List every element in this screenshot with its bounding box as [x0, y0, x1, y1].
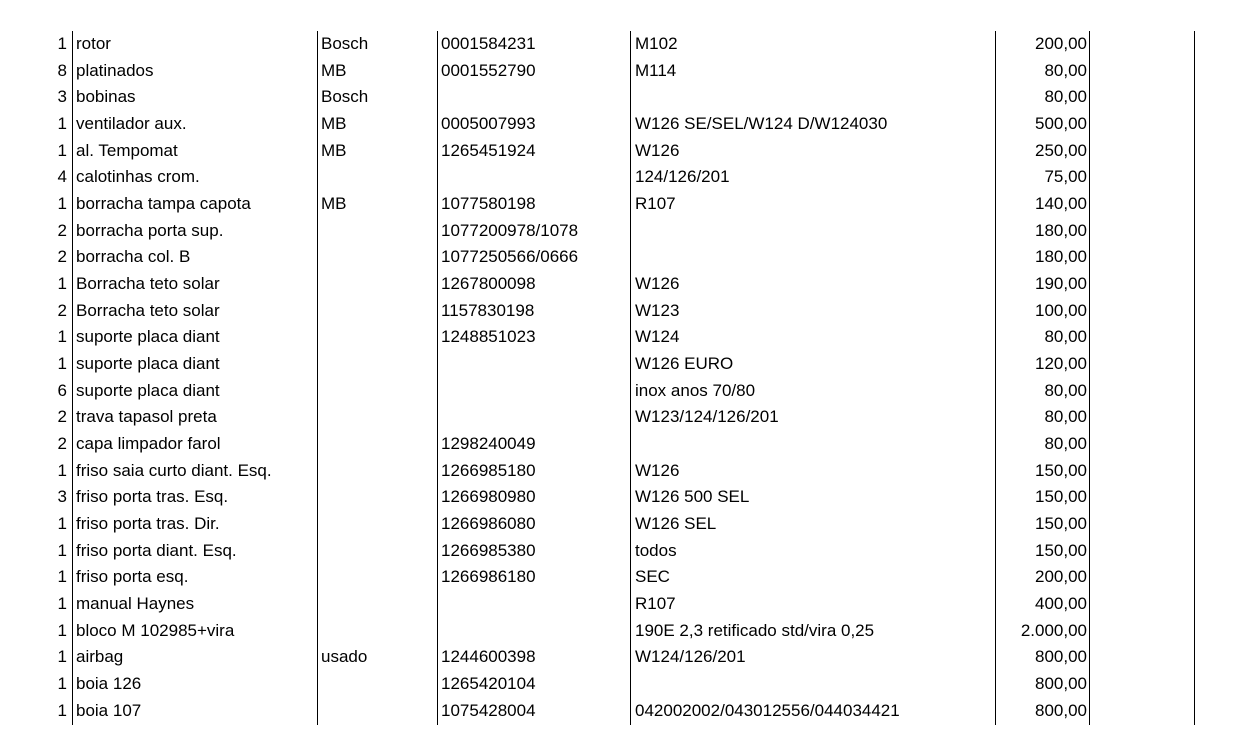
price-cell: 2.000,00 — [1020, 620, 1087, 640]
model-cell: W124/126/201 — [635, 647, 746, 667]
quantity-cell: 3 — [57, 87, 67, 107]
quantity-cell: 1 — [57, 540, 67, 560]
model-cell: W124 — [635, 327, 680, 347]
price-cell: 500,00 — [1035, 114, 1087, 134]
brand-cell: MB — [321, 194, 347, 214]
model-cell: W126 EURO — [635, 354, 734, 374]
quantity-cell: 4 — [57, 167, 67, 187]
quantity-cell: 8 — [57, 60, 67, 80]
price-cell: 75,00 — [1044, 167, 1087, 187]
part-number-cell: 0001552790 — [441, 60, 536, 80]
part-number-cell: 1248851023 — [441, 327, 536, 347]
description-cell: bloco M 102985+vira — [76, 620, 235, 640]
part-number-cell: 1266985380 — [441, 540, 536, 560]
table-row — [0, 191, 1240, 218]
table-row — [0, 271, 1240, 298]
description-cell: boia 126 — [76, 674, 142, 694]
price-cell: 100,00 — [1035, 300, 1087, 320]
description-cell: friso porta esq. — [76, 567, 189, 587]
price-cell: 80,00 — [1044, 327, 1087, 347]
model-cell: M102 — [635, 34, 678, 53]
description-cell: suporte placa diant — [76, 380, 220, 400]
price-cell: 800,00 — [1035, 674, 1087, 694]
model-cell: W126 500 SEL — [635, 487, 750, 507]
quantity-cell: 1 — [57, 140, 67, 160]
description-cell: trava tapasol preta — [76, 407, 217, 427]
quantity-cell: 1 — [57, 620, 67, 640]
model-cell: W126 — [635, 140, 680, 160]
table-row — [0, 538, 1240, 565]
table-row — [0, 404, 1240, 431]
model-cell: W123 — [635, 300, 680, 320]
quantity-cell: 1 — [57, 274, 67, 294]
quantity-cell: 2 — [57, 300, 67, 320]
price-cell: 80,00 — [1044, 407, 1087, 427]
model-cell: W126 SEL — [635, 514, 717, 534]
table-row — [0, 564, 1240, 591]
description-cell: al. Tempomat — [76, 140, 178, 160]
description-cell: Borracha teto solar — [76, 274, 220, 294]
price-cell: 150,00 — [1035, 514, 1087, 534]
quantity-cell: 2 — [57, 220, 67, 240]
price-cell: 150,00 — [1035, 487, 1087, 507]
description-cell: suporte placa diant — [76, 354, 220, 374]
part-number-cell: 1267800098 — [441, 274, 536, 294]
model-cell: 190E 2,3 retificado std/vira 0,25 — [635, 620, 875, 640]
table-row — [0, 378, 1240, 405]
table-row — [0, 644, 1240, 671]
price-cell: 80,00 — [1044, 87, 1087, 107]
part-number-cell: 1075428004 — [441, 700, 536, 720]
quantity-cell: 1 — [57, 327, 67, 347]
parts-table — [0, 31, 1240, 724]
description-cell: borracha col. B — [76, 247, 191, 267]
part-number-cell: 1266980980 — [441, 487, 536, 507]
description-cell: platinados — [76, 60, 154, 80]
part-number-cell: 1298240049 — [441, 434, 536, 454]
quantity-cell: 1 — [57, 194, 67, 214]
brand-cell: MB — [321, 60, 347, 80]
part-number-cell: 1266986180 — [441, 567, 536, 587]
quantity-cell: 1 — [57, 460, 67, 480]
description-cell: friso porta tras. Esq. — [76, 487, 229, 507]
description-cell: calotinhas crom. — [76, 167, 200, 187]
price-cell: 80,00 — [1044, 434, 1087, 454]
quantity-cell: 1 — [57, 354, 67, 374]
model-cell: 124/126/201 — [635, 167, 730, 187]
quantity-cell: 1 — [57, 674, 67, 694]
part-number-cell: 1266986080 — [441, 514, 536, 534]
table-row — [0, 431, 1240, 458]
brand-cell: MB — [321, 114, 347, 134]
description-cell: friso saia curto diant. Esq. — [76, 460, 272, 480]
description-cell: borracha tampa capota — [76, 194, 251, 214]
table-row — [0, 164, 1240, 191]
model-cell: M114 — [635, 60, 677, 80]
description-cell: ventilador aux. — [76, 114, 187, 134]
part-number-cell: 1265451924 — [441, 140, 536, 160]
part-number-cell: 1077200978/1078 — [441, 220, 579, 240]
part-number-cell: 1077580198 — [441, 194, 536, 214]
quantity-cell: 1 — [57, 114, 67, 134]
table-row — [0, 484, 1240, 511]
part-number-cell: 1157830198 — [441, 300, 535, 320]
table-row — [0, 244, 1240, 271]
price-cell: 150,00 — [1035, 540, 1087, 560]
price-cell: 200,00 — [1035, 567, 1087, 587]
quantity-cell: 1 — [57, 514, 67, 534]
part-number-cell: 1077250566/0666 — [441, 247, 579, 267]
price-cell: 250,00 — [1035, 140, 1087, 160]
model-cell: SEC — [635, 567, 670, 587]
table-row — [0, 698, 1240, 725]
quantity-cell: 2 — [57, 407, 67, 427]
table-row — [0, 298, 1240, 325]
part-number-cell: 1266985180 — [441, 460, 536, 480]
description-cell: suporte placa diant — [76, 327, 220, 347]
table-row — [0, 511, 1240, 538]
description-cell: boia 107 — [76, 700, 142, 720]
description-cell: manual Haynes — [76, 594, 195, 614]
quantity-cell: 6 — [57, 380, 67, 400]
price-cell: 180,00 — [1035, 220, 1087, 240]
price-cell: 140,00 — [1035, 194, 1087, 214]
quantity-cell: 2 — [57, 434, 67, 454]
price-cell: 80,00 — [1044, 380, 1087, 400]
description-cell: capa limpador farol — [76, 434, 221, 454]
description-cell: friso porta diant. Esq. — [76, 540, 237, 560]
model-cell: R107 — [635, 594, 676, 614]
description-cell: airbag — [76, 647, 124, 667]
model-cell: R107 — [635, 194, 676, 214]
table-row — [0, 58, 1240, 85]
part-number-cell: 0001584231 — [441, 34, 536, 53]
brand-cell: usado — [321, 647, 368, 667]
description-cell: borracha porta sup. — [76, 220, 224, 240]
price-cell: 150,00 — [1035, 460, 1087, 480]
table-row — [0, 458, 1240, 485]
price-cell: 190,00 — [1035, 274, 1087, 294]
part-number-cell: 1265420104 — [441, 674, 536, 694]
model-cell: W126 — [635, 460, 680, 480]
price-cell: 120,00 — [1035, 354, 1087, 374]
part-number-cell: 0005007993 — [441, 114, 536, 134]
brand-cell: MB — [321, 140, 347, 160]
model-cell: W123/124/126/201 — [635, 407, 779, 427]
quantity-cell: 3 — [57, 487, 67, 507]
quantity-cell: 1 — [57, 567, 67, 587]
price-cell: 400,00 — [1035, 594, 1087, 614]
model-cell: W126 — [635, 274, 680, 294]
price-cell: 80,00 — [1044, 60, 1087, 80]
model-cell: W126 SE/SEL/W124 D/W124030 — [635, 114, 888, 134]
table-row — [0, 618, 1240, 645]
price-cell: 800,00 — [1035, 700, 1087, 720]
table-row — [0, 591, 1240, 618]
description-cell: friso porta tras. Dir. — [76, 514, 220, 534]
table-row — [0, 111, 1240, 138]
table-row — [0, 324, 1240, 351]
description-cell: rotor — [76, 34, 111, 53]
quantity-cell: 1 — [57, 647, 67, 667]
quantity-cell: 1 — [57, 34, 67, 53]
table-row — [0, 218, 1240, 245]
table-row — [0, 31, 1240, 58]
model-cell: 042002002/043012556/044034421 — [635, 700, 900, 720]
brand-cell: Bosch — [321, 34, 369, 53]
part-number-cell: 1244600398 — [441, 647, 536, 667]
quantity-cell: 1 — [57, 700, 67, 720]
price-cell: 200,00 — [1035, 34, 1087, 53]
description-cell: Borracha teto solar — [76, 300, 220, 320]
table-row — [0, 138, 1240, 165]
quantity-cell: 2 — [57, 247, 67, 267]
model-cell: inox anos 70/80 — [635, 380, 756, 400]
quantity-cell: 1 — [57, 594, 67, 614]
table-row — [0, 351, 1240, 378]
price-cell: 800,00 — [1035, 647, 1087, 667]
table-row — [0, 84, 1240, 111]
brand-cell: Bosch — [321, 87, 369, 107]
description-cell: bobinas — [76, 87, 136, 107]
model-cell: todos — [635, 540, 677, 560]
table-row — [0, 671, 1240, 698]
price-cell: 180,00 — [1035, 247, 1087, 267]
